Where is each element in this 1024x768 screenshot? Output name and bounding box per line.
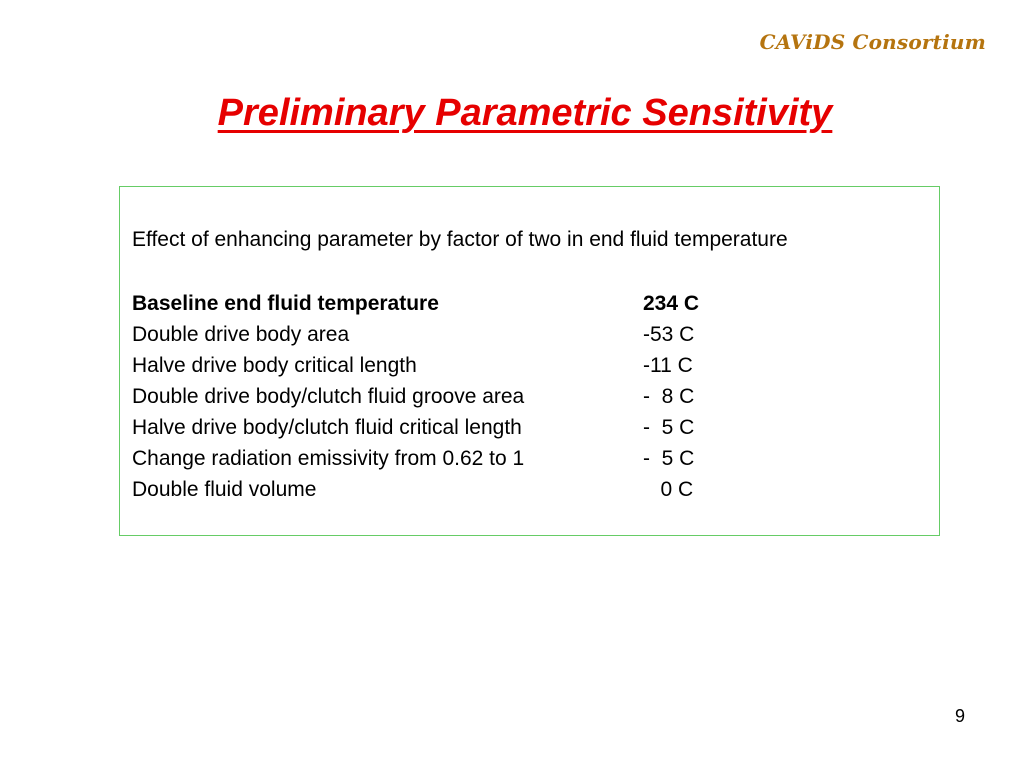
sensitivity-row [132, 381, 695, 412]
sensitivity-row [132, 412, 695, 443]
intro-text: Effect of enhancing parameter by factor of two in end fluid temperature [132, 228, 788, 251]
sensitivity-row [132, 350, 693, 381]
row-value: - 8 C [643, 385, 695, 408]
row-label: Double fluid volume [132, 478, 317, 501]
row-value: - 5 C [643, 447, 695, 470]
sensitivity-row [132, 474, 694, 505]
row-value: - 5 C [643, 416, 695, 439]
row-value: -53 C [643, 323, 695, 346]
page-number: 9 [954, 706, 965, 726]
slide-title: Preliminary Parametric Sensitivity [217, 92, 833, 134]
sensitivity-list [132, 288, 700, 505]
sensitivity-row-baseline [132, 288, 700, 319]
row-label: Halve drive body critical length [132, 354, 417, 377]
sensitivity-row [132, 319, 695, 350]
row-value: 234 C [643, 292, 700, 315]
row-label: Double drive body/clutch fluid groove area [132, 385, 525, 408]
row-value: 0 C [643, 478, 694, 501]
row-label: Double drive body area [132, 323, 350, 346]
sensitivity-row [132, 443, 695, 474]
row-label: Halve drive body/clutch fluid critical length [132, 416, 522, 439]
row-label: Change radiation emissivity from 0.62 to 1 [132, 447, 525, 470]
brand-logo-text: CAViDS Consortium [759, 30, 986, 54]
content-box [119, 186, 940, 536]
row-value: -11 C [643, 354, 693, 377]
row-label: Baseline end fluid temperature [132, 292, 439, 315]
